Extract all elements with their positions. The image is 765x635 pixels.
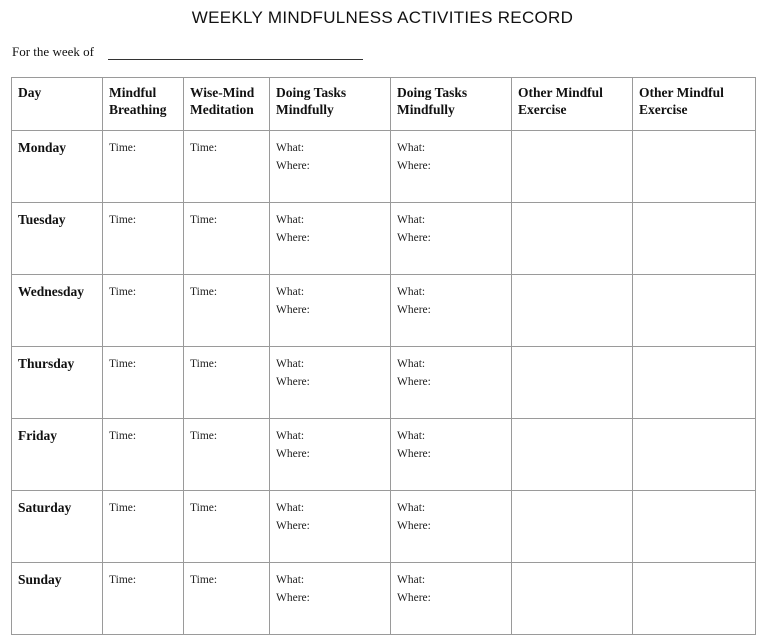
- what-label: What:: [276, 574, 305, 586]
- what-label: What:: [397, 142, 426, 154]
- table-row: [12, 275, 756, 347]
- where-label: Where:: [276, 592, 310, 604]
- where-label: Where:: [397, 232, 431, 244]
- what-label: What:: [397, 286, 426, 298]
- what-label: What:: [276, 430, 305, 442]
- where-label: Where:: [276, 448, 310, 460]
- task-cell-2[interactable]: [391, 491, 512, 563]
- table-row: [12, 491, 756, 563]
- task-cell-1[interactable]: [270, 203, 391, 275]
- day-label: Thursday: [18, 356, 75, 371]
- task-cell-1[interactable]: [270, 563, 391, 635]
- other-exercise-cell-1[interactable]: [512, 419, 633, 491]
- where-label: Where:: [276, 160, 310, 172]
- time-label: Time:: [109, 430, 137, 442]
- day-label: Sunday: [18, 572, 62, 587]
- week-of-label: For the week of: [12, 44, 94, 59]
- header-row: [12, 78, 756, 131]
- task-cell-2[interactable]: [391, 419, 512, 491]
- header-other-mindful-exercise-1: Other Mindful Exercise: [512, 78, 633, 131]
- where-label: Where:: [397, 376, 431, 388]
- time-label: Time:: [190, 430, 218, 442]
- where-label: Where:: [397, 520, 431, 532]
- page-title: WEEKLY MINDFULNESS ACTIVITIES RECORD: [191, 8, 574, 27]
- what-label: What:: [276, 142, 305, 154]
- where-label: Where:: [276, 304, 310, 316]
- breathing-cell[interactable]: [103, 491, 184, 563]
- breathing-cell[interactable]: [103, 203, 184, 275]
- meditation-cell[interactable]: [184, 347, 270, 419]
- other-exercise-cell-2[interactable]: [633, 203, 756, 275]
- day-cell: [12, 275, 103, 347]
- time-label: Time:: [109, 214, 137, 226]
- where-label: Where:: [276, 232, 310, 244]
- day-cell: [12, 203, 103, 275]
- day-label: Friday: [18, 428, 57, 443]
- meditation-cell[interactable]: [184, 563, 270, 635]
- meditation-cell[interactable]: [184, 491, 270, 563]
- day-label: Monday: [18, 140, 67, 155]
- table-row: [12, 203, 756, 275]
- where-label: Where:: [397, 160, 431, 172]
- what-label: What:: [397, 502, 426, 514]
- header-day: Day: [12, 78, 103, 131]
- time-label: Time:: [109, 502, 137, 514]
- breathing-cell[interactable]: [103, 347, 184, 419]
- day-cell: [12, 563, 103, 635]
- day-label: Tuesday: [18, 212, 66, 227]
- time-label: Time:: [109, 358, 137, 370]
- header-other-mindful-exercise-2: Other Mindful Exercise: [633, 78, 756, 131]
- day-cell: [12, 347, 103, 419]
- time-label: Time:: [190, 358, 218, 370]
- what-label: What:: [397, 358, 426, 370]
- day-cell: [12, 419, 103, 491]
- task-cell-1[interactable]: [270, 131, 391, 203]
- header-doing-tasks-mindfully-2: Doing Tasks Mindfully: [391, 78, 512, 131]
- task-cell-2[interactable]: [391, 347, 512, 419]
- other-exercise-cell-1[interactable]: [512, 275, 633, 347]
- other-exercise-cell-1[interactable]: [512, 203, 633, 275]
- task-cell-2[interactable]: [391, 563, 512, 635]
- week-of-blank-line[interactable]: [108, 47, 363, 60]
- what-label: What:: [276, 214, 305, 226]
- task-cell-1[interactable]: [270, 275, 391, 347]
- where-label: Where:: [397, 448, 431, 460]
- breathing-cell[interactable]: [103, 419, 184, 491]
- other-exercise-cell-1[interactable]: [512, 491, 633, 563]
- where-label: Where:: [276, 520, 310, 532]
- table-row: [12, 347, 756, 419]
- time-label: Time:: [190, 502, 218, 514]
- time-label: Time:: [109, 286, 137, 298]
- meditation-cell[interactable]: [184, 275, 270, 347]
- time-label: Time:: [109, 574, 137, 586]
- where-label: Where:: [397, 592, 431, 604]
- other-exercise-cell-2[interactable]: [633, 347, 756, 419]
- where-label: Where:: [397, 304, 431, 316]
- meditation-cell[interactable]: [184, 131, 270, 203]
- week-of-field: [12, 44, 363, 60]
- time-label: Time:: [190, 142, 218, 154]
- header-wise-mind-meditation: Wise-Mind Meditation: [184, 78, 270, 131]
- breathing-cell[interactable]: [103, 131, 184, 203]
- header-mindful-breathing: Mindful Breathing: [103, 78, 184, 131]
- other-exercise-cell-1[interactable]: [512, 347, 633, 419]
- time-label: Time:: [190, 214, 218, 226]
- time-label: Time:: [190, 286, 218, 298]
- other-exercise-cell-2[interactable]: [633, 419, 756, 491]
- mindfulness-record-table: [11, 77, 756, 635]
- what-label: What:: [397, 430, 426, 442]
- task-cell-2[interactable]: [391, 203, 512, 275]
- task-cell-1[interactable]: [270, 491, 391, 563]
- other-exercise-cell-2[interactable]: [633, 131, 756, 203]
- table-row: [12, 131, 756, 203]
- day-label: Saturday: [18, 500, 72, 515]
- table-row: [12, 419, 756, 491]
- table-row: [12, 563, 756, 635]
- what-label: What:: [276, 502, 305, 514]
- task-cell-2[interactable]: [391, 275, 512, 347]
- day-cell: [12, 131, 103, 203]
- task-cell-1[interactable]: [270, 347, 391, 419]
- meditation-cell[interactable]: [184, 419, 270, 491]
- other-exercise-cell-1[interactable]: [512, 563, 633, 635]
- day-label: Wednesday: [18, 284, 85, 299]
- what-label: What:: [276, 286, 305, 298]
- breathing-cell[interactable]: [103, 563, 184, 635]
- task-cell-1[interactable]: [270, 419, 391, 491]
- other-exercise-cell-2[interactable]: [633, 275, 756, 347]
- other-exercise-cell-2[interactable]: [633, 491, 756, 563]
- time-label: Time:: [190, 574, 218, 586]
- other-exercise-cell-2[interactable]: [633, 563, 756, 635]
- what-label: What:: [276, 358, 305, 370]
- header-doing-tasks-mindfully-1: Doing Tasks Mindfully: [270, 78, 391, 131]
- day-cell: [12, 491, 103, 563]
- time-label: Time:: [109, 142, 137, 154]
- what-label: What:: [397, 574, 426, 586]
- where-label: Where:: [276, 376, 310, 388]
- other-exercise-cell-1[interactable]: [512, 131, 633, 203]
- breathing-cell[interactable]: [103, 275, 184, 347]
- what-label: What:: [397, 214, 426, 226]
- task-cell-2[interactable]: [391, 131, 512, 203]
- meditation-cell[interactable]: [184, 203, 270, 275]
